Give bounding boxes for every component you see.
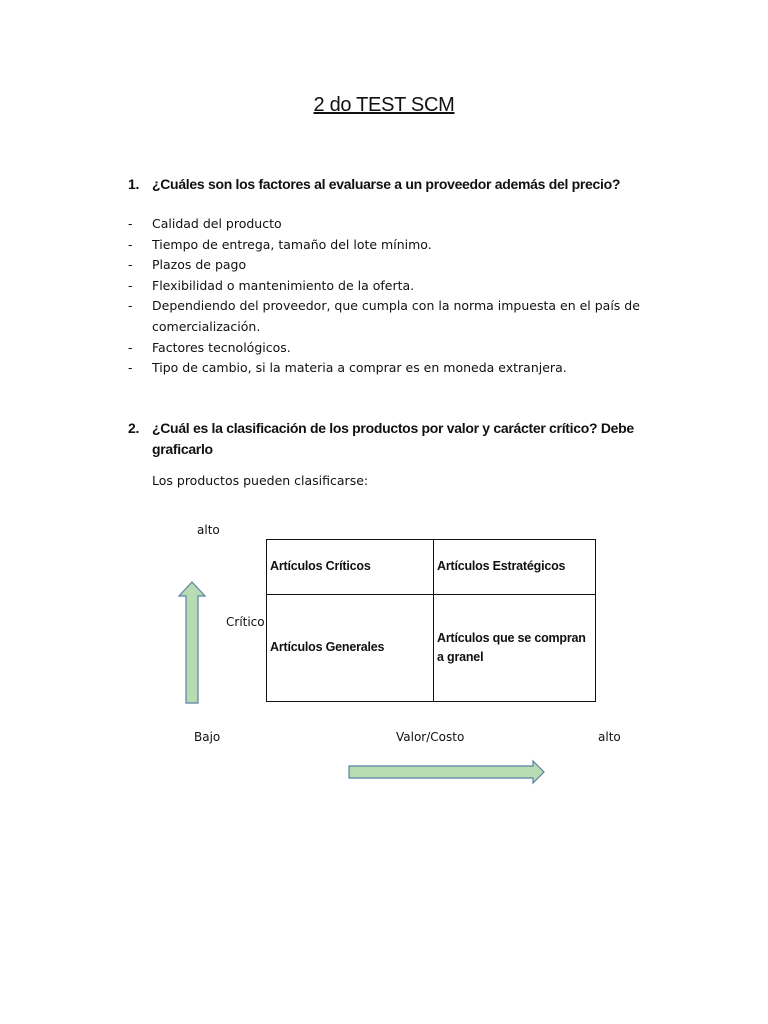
list-dash: - (128, 360, 133, 376)
list-item (128, 358, 648, 379)
y-axis-label: Crítico (226, 615, 265, 629)
list-item-text: Calidad del producto (152, 216, 282, 231)
classification-matrix (266, 539, 596, 702)
list-dash: - (128, 298, 133, 314)
question-1-number: 1. (128, 176, 140, 192)
y-axis-high-label: alto (197, 523, 220, 537)
x-axis-label: Valor/Costo (396, 730, 465, 744)
classification-intro: Los productos pueden clasificarse: (152, 473, 369, 488)
question-2-text: ¿Cuál es la clasificación de los productos por valor y carácter crítico? Debe graficarlo (152, 420, 634, 457)
list-dash: - (128, 339, 133, 355)
up-arrow-icon (178, 580, 208, 706)
question-2-number: 2. (128, 420, 140, 436)
factor-list (128, 214, 648, 379)
list-item (128, 296, 648, 337)
list-dash: - (128, 277, 133, 293)
question-2 (128, 418, 648, 460)
list-dash: - (128, 236, 133, 252)
list-item-text: Flexibilidad o mantenimiento de la oferta. (152, 277, 415, 293)
cell-bulk-items: Artículos que se compran a granel (434, 594, 596, 701)
right-arrow-icon (347, 760, 547, 784)
x-axis-high-label: alto (598, 730, 621, 744)
list-item (128, 255, 648, 276)
list-item (128, 338, 648, 359)
x-axis-low-label: Bajo (194, 730, 221, 744)
cell-critical-items: Artículos Críticos (267, 540, 434, 595)
list-item (128, 214, 648, 235)
list-item-text: Factores tecnológicos. (152, 339, 291, 355)
list-item-text: Plazos de pago (152, 257, 247, 273)
list-dash: - (128, 257, 133, 273)
document-title: 2 do TEST SCM (313, 94, 455, 116)
list-item-text: Dependiendo del proveedor, que cumpla con la norma impuesta en el país de comercialización. (152, 298, 640, 334)
cell-general-items: Artículos Generales (267, 594, 434, 701)
list-item (128, 276, 648, 297)
list-dash: - (128, 216, 133, 231)
question-1 (128, 174, 648, 195)
list-item-text: Tipo de cambio, si la materia a comprar es en moneda extranjera. (152, 360, 567, 376)
cell-strategic-items: Artículos Estratégicos (434, 540, 596, 595)
list-item-text: Tiempo de entrega, tamaño del lote mínimo. (152, 236, 432, 252)
question-1-text: ¿Cuáles son los factores al evaluarse a un proveedor además del precio? (152, 176, 621, 192)
list-item (128, 235, 648, 256)
